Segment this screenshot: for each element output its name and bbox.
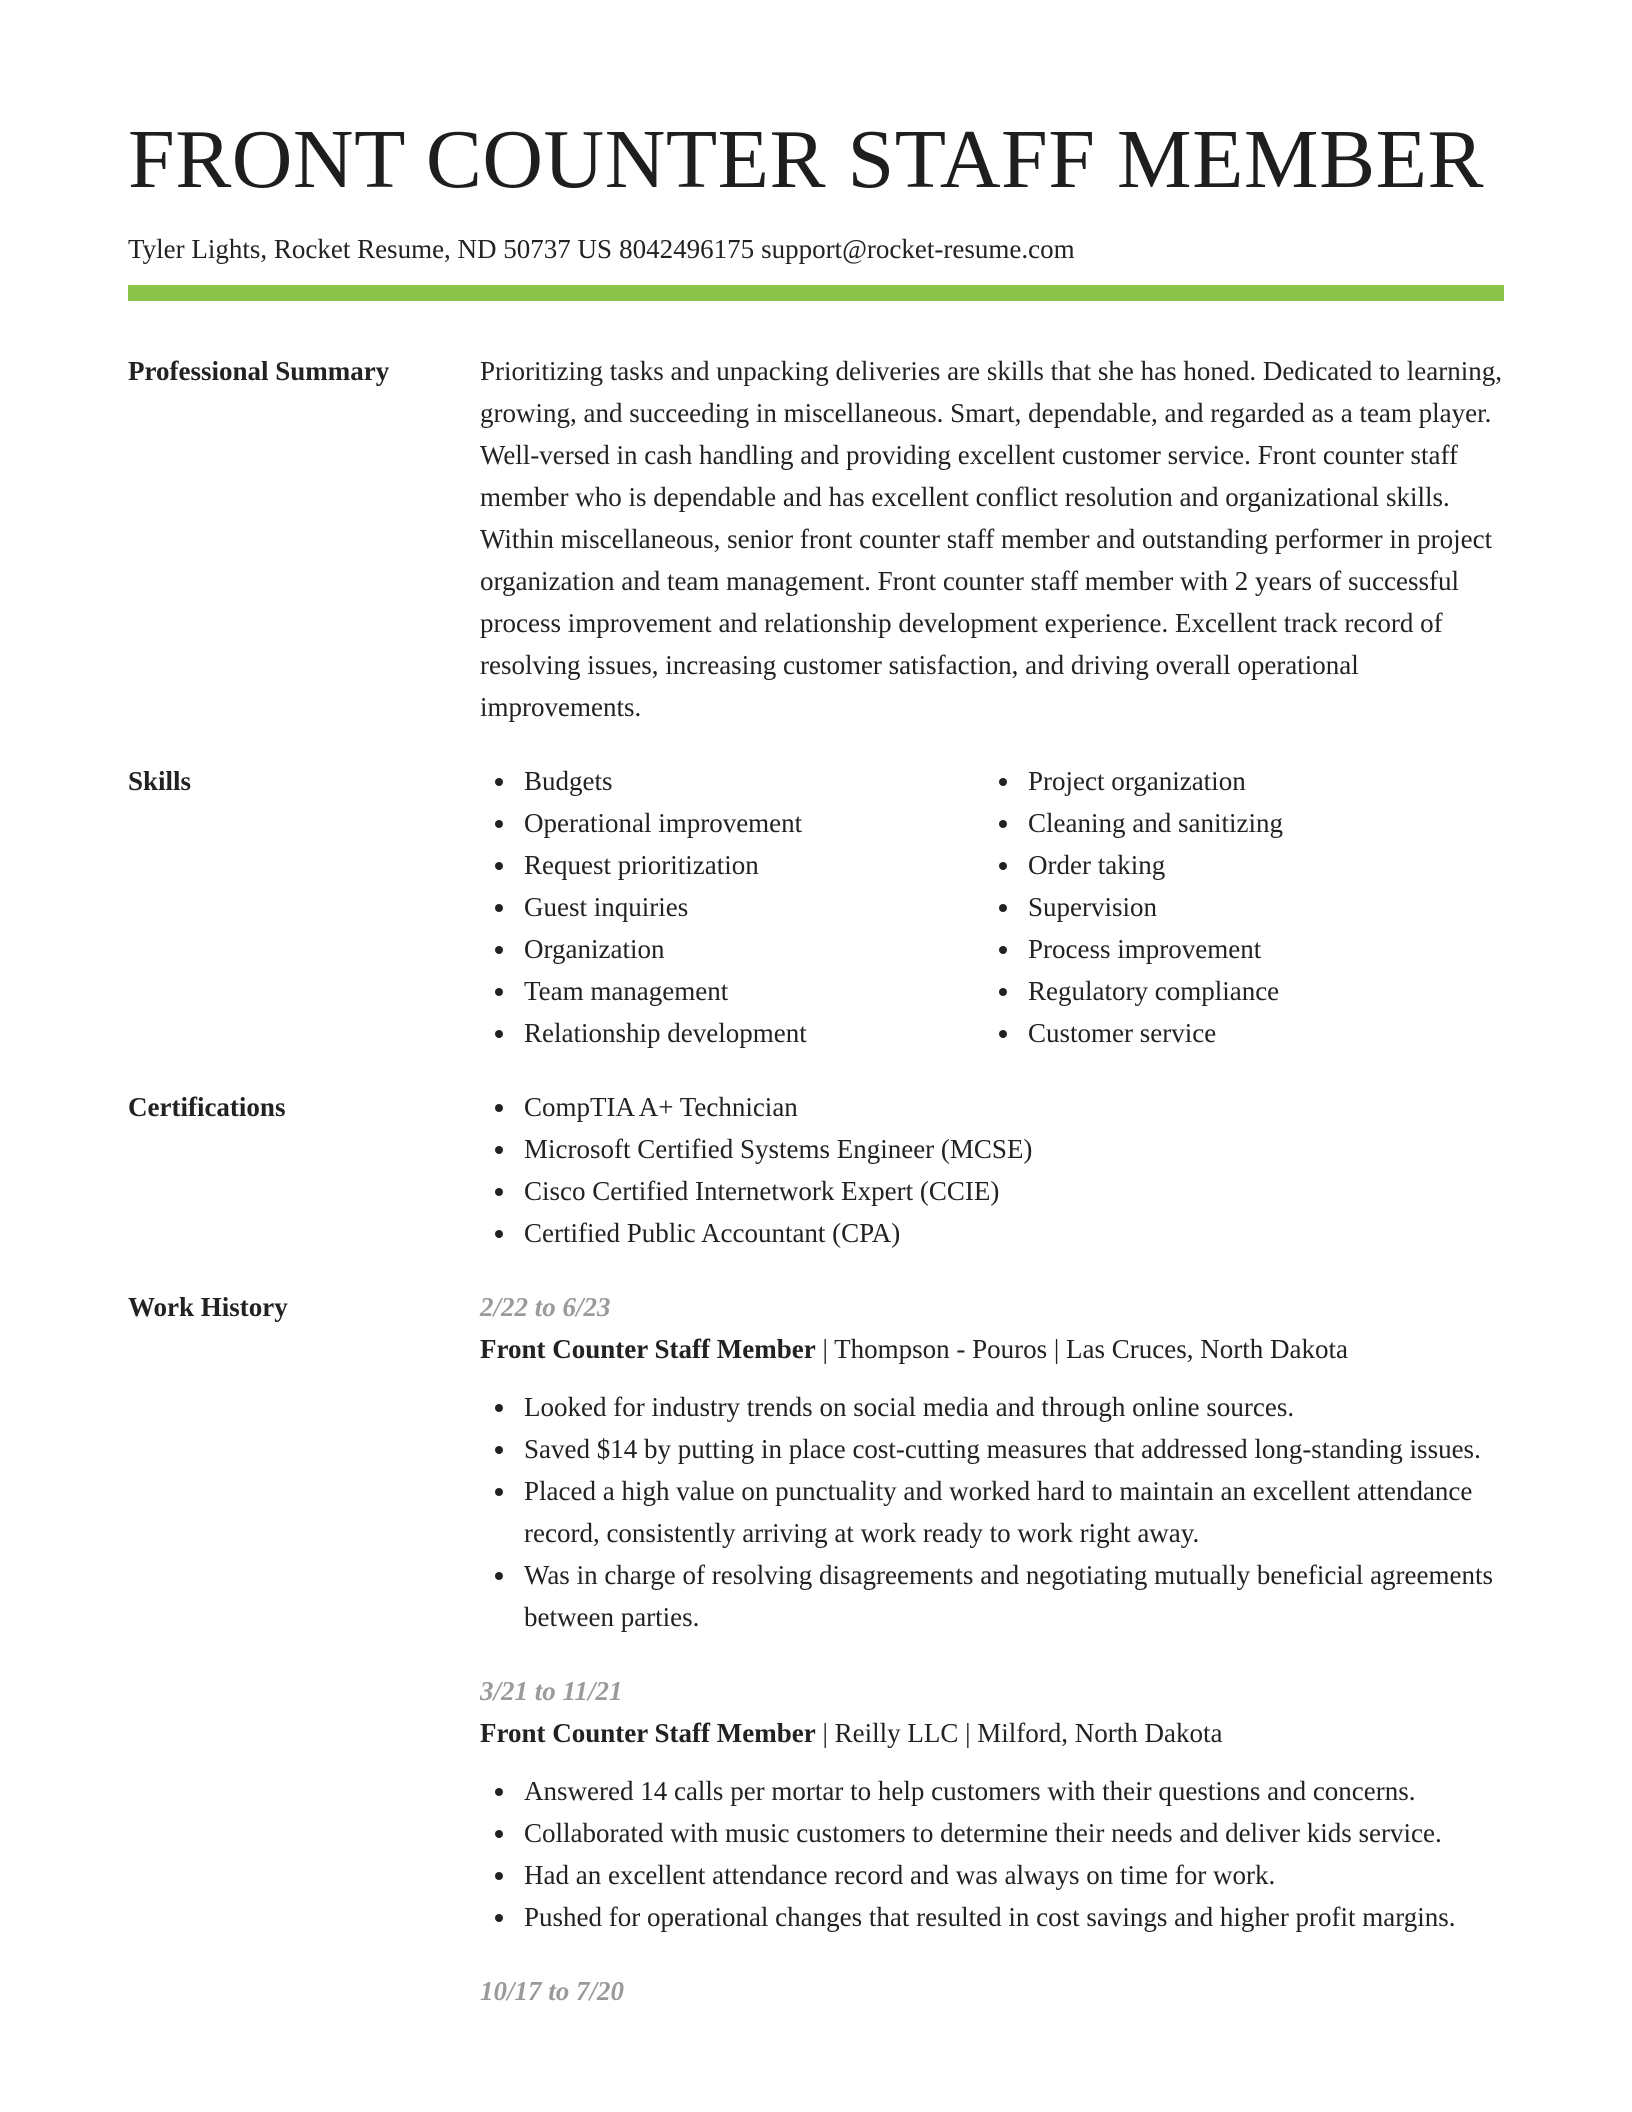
separator: | bbox=[822, 1718, 835, 1748]
job-bullet: Looked for industry trends on social media and through online sources. bbox=[524, 1386, 1504, 1428]
contact-phone: 8042496175 bbox=[619, 234, 755, 264]
summary-heading: Professional Summary bbox=[128, 356, 390, 386]
header-divider bbox=[128, 285, 1504, 301]
summary-section bbox=[480, 350, 1504, 728]
contact-address: Tyler Lights, Rocket Resume, ND 50737 US bbox=[128, 234, 613, 264]
skill-item: Order taking bbox=[1028, 844, 1488, 886]
job-dates: 3/21 to 11/21 bbox=[480, 1676, 623, 1706]
certification-item: Cisco Certified Internetwork Expert (CCIE) bbox=[524, 1170, 1504, 1212]
skill-item: Budgets bbox=[524, 760, 984, 802]
job-company: Reilly LLC bbox=[834, 1718, 959, 1748]
certifications-list bbox=[480, 1086, 1504, 1254]
work-history-section bbox=[480, 1286, 1504, 2044]
skill-item: Cleaning and sanitizing bbox=[1028, 802, 1488, 844]
job-bullet: Saved $14 by putting in place cost-cutting measures that addressed long-standing issues. bbox=[524, 1428, 1504, 1470]
job-bullet: Pushed for operational changes that resulted in cost savings and higher profit margins. bbox=[524, 1896, 1504, 1938]
job-title-line bbox=[480, 1328, 1504, 1370]
job-title-line bbox=[480, 1712, 1504, 1754]
skill-item: Customer service bbox=[1028, 1012, 1488, 1054]
skill-item: Operational improvement bbox=[524, 802, 984, 844]
job-title: Front Counter Staff Member bbox=[480, 1334, 816, 1364]
skill-item: Process improvement bbox=[1028, 928, 1488, 970]
skills-section bbox=[480, 760, 1504, 1054]
skill-item: Supervision bbox=[1028, 886, 1488, 928]
skill-item: Guest inquiries bbox=[524, 886, 984, 928]
job-location: Las Cruces, North Dakota bbox=[1066, 1334, 1348, 1364]
skill-item: Team management bbox=[524, 970, 984, 1012]
job-entry bbox=[480, 1970, 1504, 2012]
summary-text: Prioritizing tasks and unpacking deliveries are skills that she has honed. Dedicated to learning, growing, and succeeding in miscellaneous. Smart, dependable, and regarded as a team player. Well-versed in cash handling and providing excellent customer service. Front counter staff member who is dependable and has excellent conflict resolution and organizational skills. Within miscellaneous, senior front counter staff member and outstanding performer in project organization and team management. Front counter staff member with 2 years of successful process improvement and relationship development experience. Excellent track record of resolving issues, increasing customer satisfaction, and driving overall operational improvements. bbox=[480, 356, 1502, 722]
job-location: Milford, North Dakota bbox=[977, 1718, 1223, 1748]
job-bullet: Was in charge of resolving disagreements and negotiating mutually beneficial agreements between parties. bbox=[524, 1554, 1504, 1638]
skills-list-left bbox=[480, 760, 984, 1054]
skill-item: Project organization bbox=[1028, 760, 1488, 802]
page-title: FRONT COUNTER STAFF MEMBER bbox=[128, 113, 1484, 206]
contact-email: support@rocket-resume.com bbox=[761, 234, 1075, 264]
job-entry bbox=[480, 1670, 1504, 1938]
job-bullets bbox=[480, 1386, 1504, 1638]
contact-line bbox=[128, 233, 1075, 265]
skill-item: Regulatory compliance bbox=[1028, 970, 1488, 1012]
separator: | bbox=[1053, 1334, 1067, 1364]
skill-item: Relationship development bbox=[524, 1012, 984, 1054]
certifications-section bbox=[480, 1086, 1504, 1254]
certification-item: Microsoft Certified Systems Engineer (MCSE) bbox=[524, 1128, 1504, 1170]
work-history-heading: Work History bbox=[128, 1292, 288, 1322]
job-bullet: Placed a high value on punctuality and worked hard to maintain an excellent attendance record, consistently arriving at work ready to work right away. bbox=[524, 1470, 1504, 1554]
job-bullet: Answered 14 calls per mortar to help customers with their questions and concerns. bbox=[524, 1770, 1504, 1812]
job-entry bbox=[480, 1286, 1504, 1638]
job-company: Thompson - Pouros bbox=[834, 1334, 1048, 1364]
separator: | bbox=[822, 1334, 835, 1364]
job-title: Front Counter Staff Member bbox=[480, 1718, 816, 1748]
skills-list-right bbox=[984, 760, 1488, 1054]
certification-item: CompTIA A+ Technician bbox=[524, 1086, 1504, 1128]
skill-item: Organization bbox=[524, 928, 984, 970]
separator: | bbox=[965, 1718, 978, 1748]
job-bullet: Collaborated with music customers to determine their needs and deliver kids service. bbox=[524, 1812, 1504, 1854]
job-bullet: Had an excellent attendance record and was always on time for work. bbox=[524, 1854, 1504, 1896]
skills-heading: Skills bbox=[128, 766, 192, 796]
job-dates: 10/17 to 7/20 bbox=[480, 1976, 625, 2006]
certifications-heading: Certifications bbox=[128, 1092, 286, 1122]
job-bullets bbox=[480, 1770, 1504, 1938]
job-dates: 2/22 to 6/23 bbox=[480, 1292, 611, 1322]
skill-item: Request prioritization bbox=[524, 844, 984, 886]
certification-item: Certified Public Accountant (CPA) bbox=[524, 1212, 1504, 1254]
